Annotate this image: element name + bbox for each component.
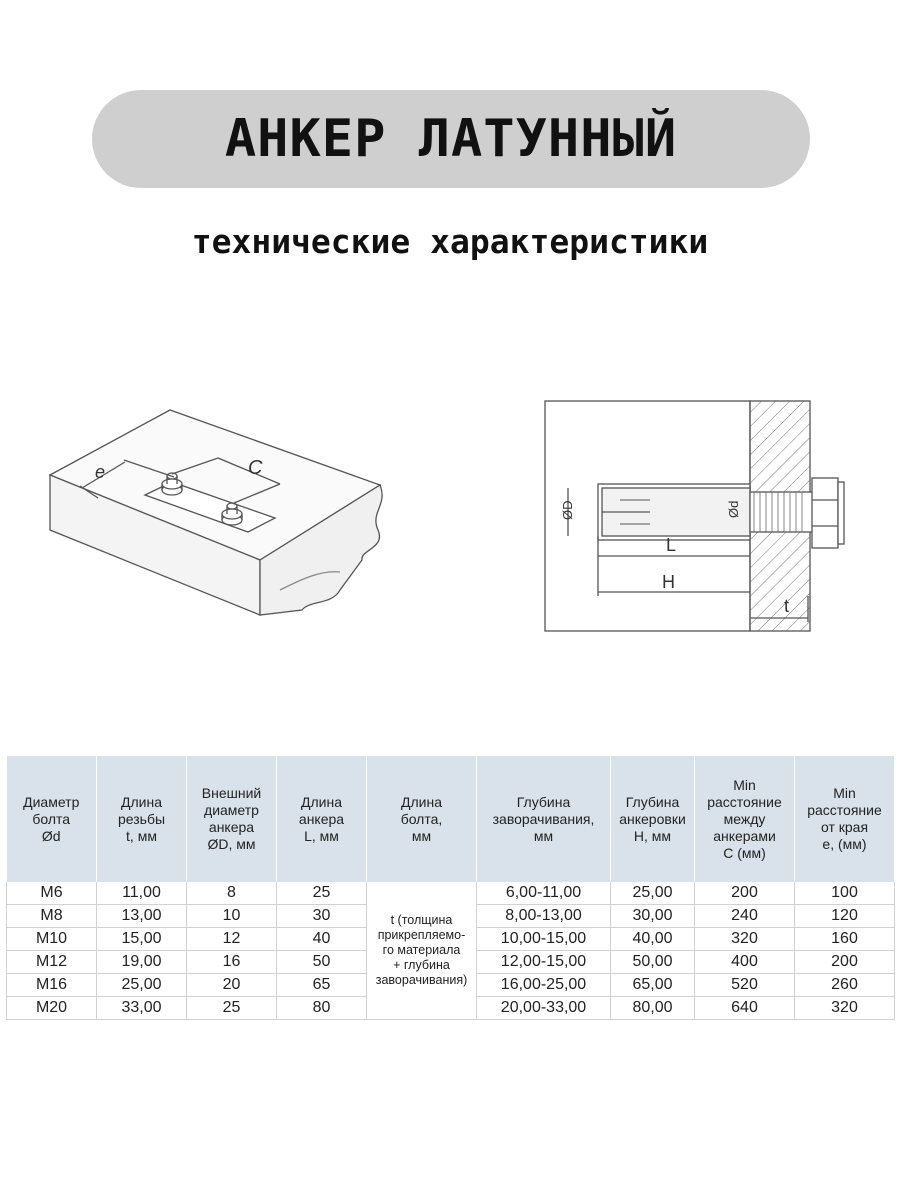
table-header-cell (187, 756, 277, 882)
table-cell: 200 (795, 951, 895, 974)
table-cell: 40,00 (611, 928, 695, 951)
table-cell: 20,00-33,00 (477, 997, 611, 1020)
table-header-line: t, мм (126, 827, 157, 844)
bolt-length-note-cell (367, 882, 477, 1020)
table-header-line: анкера (208, 819, 255, 835)
table-cell: 33,00 (97, 997, 187, 1020)
table-cell: 6,00-11,00 (477, 882, 611, 905)
table-header-cell (795, 756, 895, 882)
table-header-cell (477, 756, 611, 882)
dimension-e-label: e (95, 462, 106, 482)
table-header-line: ØD, мм (207, 836, 256, 852)
page-subtitle: технические характеристики (191, 222, 709, 261)
bolt-length-note-line: t (толщина (390, 913, 453, 927)
table-cell: 50,00 (611, 951, 695, 974)
table-header-line: Внешний (201, 785, 262, 801)
table-cell: 260 (795, 974, 895, 997)
bolt-length-note-line: прикрепляемо- (377, 928, 466, 942)
table-cell: 25 (277, 882, 367, 905)
table-header-line: анкеровки (619, 810, 686, 827)
table-header-cell (367, 756, 477, 882)
table-header-line: Min (833, 785, 856, 801)
table-header-line: расстояние (807, 802, 882, 818)
table-header-line: H, мм (633, 827, 672, 844)
dimension-c-label: C (248, 457, 263, 479)
table-cell: M10 (7, 928, 97, 951)
page-title: АНКЕР ЛАТУННЫЙ (224, 109, 678, 169)
table-header-cell (695, 756, 795, 882)
table-header-line: анкерами (713, 827, 776, 844)
table-cell: 640 (695, 997, 795, 1020)
table-cell: 80 (277, 997, 367, 1020)
dimension-h-label: H (662, 572, 675, 592)
table-cell: 10 (187, 905, 277, 928)
table-header-line: Глубина (625, 793, 680, 810)
table-header-row (7, 756, 895, 882)
table-header-line: болта (32, 810, 71, 827)
table-cell: 40 (277, 928, 367, 951)
table-cell: 200 (695, 882, 795, 905)
table-header-line: Длина (401, 793, 442, 810)
table-cell: 50 (277, 951, 367, 974)
table-cell: 10,00-15,00 (477, 928, 611, 951)
table-cell: 120 (795, 905, 895, 928)
table-header-line: болта, (400, 810, 443, 827)
table-cell: 15,00 (97, 928, 187, 951)
table-header-line: L, мм (304, 827, 339, 844)
table-header-cell (277, 756, 367, 882)
table-cell: 65,00 (611, 974, 695, 997)
table-header-cell (97, 756, 187, 882)
table-cell: 13,00 (97, 905, 187, 928)
table-cell: 320 (695, 928, 795, 951)
table-header-line: мм (533, 827, 554, 844)
dimension-t-label: t (784, 596, 790, 616)
table-cell: 240 (695, 905, 795, 928)
table-header-line: расстояние (707, 793, 782, 810)
table-cell: 30 (277, 905, 367, 928)
table-cell: 400 (695, 951, 795, 974)
specification-table (6, 756, 895, 1020)
table-cell: 12 (187, 928, 277, 951)
table-header-line: Ød (41, 827, 61, 844)
table-cell: 20 (187, 974, 277, 997)
table-header-line: е, (мм) (822, 836, 867, 852)
table-cell: 8 (187, 882, 277, 905)
table-cell: 25,00 (611, 882, 695, 905)
table-cell: M12 (7, 951, 97, 974)
table-header-line: заворачивания, (492, 810, 595, 827)
table-header-line: диаметр (204, 802, 259, 818)
table-header-line: между (723, 810, 766, 827)
table-cell: 8,00-13,00 (477, 905, 611, 928)
table-header-line: Длина (121, 793, 162, 810)
table-cell: M8 (7, 905, 97, 928)
table-header-line: мм (411, 827, 432, 844)
title-banner (92, 90, 810, 188)
table-cell: 65 (277, 974, 367, 997)
table-cell: 19,00 (97, 951, 187, 974)
dimension-outer-diameter-label: ØD (560, 500, 575, 520)
table-header-line: от края (820, 819, 869, 835)
table-header-line: С (мм) (723, 844, 766, 861)
table-cell: 25 (187, 997, 277, 1020)
table-header-cell (611, 756, 695, 882)
table-header-line: Диаметр (23, 793, 80, 810)
table-row (7, 882, 895, 905)
table-cell: 320 (795, 997, 895, 1020)
dimension-l-label: L (666, 535, 677, 555)
table-header-line: анкера (298, 810, 345, 827)
table-header-line: Min (733, 776, 756, 793)
dimension-bolt-diameter-label: Ød (726, 500, 741, 518)
anchor-cross-section-drawing (540, 396, 880, 636)
table-cell: M6 (7, 882, 97, 905)
anchor-block-isometric-drawing (40, 400, 400, 640)
table-cell: 80,00 (611, 997, 695, 1020)
bolt-length-note-line: го материала (382, 943, 461, 957)
table-header-line: Длина (301, 793, 342, 810)
table-cell: 160 (795, 928, 895, 951)
bolt-length-note-line: + глубина (393, 958, 450, 972)
table-cell: 11,00 (97, 882, 187, 905)
table-cell: 16 (187, 951, 277, 974)
table-cell: 12,00-15,00 (477, 951, 611, 974)
table-cell: 100 (795, 882, 895, 905)
table-cell: M20 (7, 997, 97, 1020)
table-cell: M16 (7, 974, 97, 997)
table-header-cell (7, 756, 97, 882)
table-cell: 25,00 (97, 974, 187, 997)
table-header-line: Глубина (516, 793, 571, 810)
table-header-line: резьбы (117, 810, 166, 827)
bolt-length-note-line: заворачивания) (375, 973, 468, 987)
table-body (7, 882, 895, 1020)
table-cell: 16,00-25,00 (477, 974, 611, 997)
table-cell: 30,00 (611, 905, 695, 928)
table-cell: 520 (695, 974, 795, 997)
